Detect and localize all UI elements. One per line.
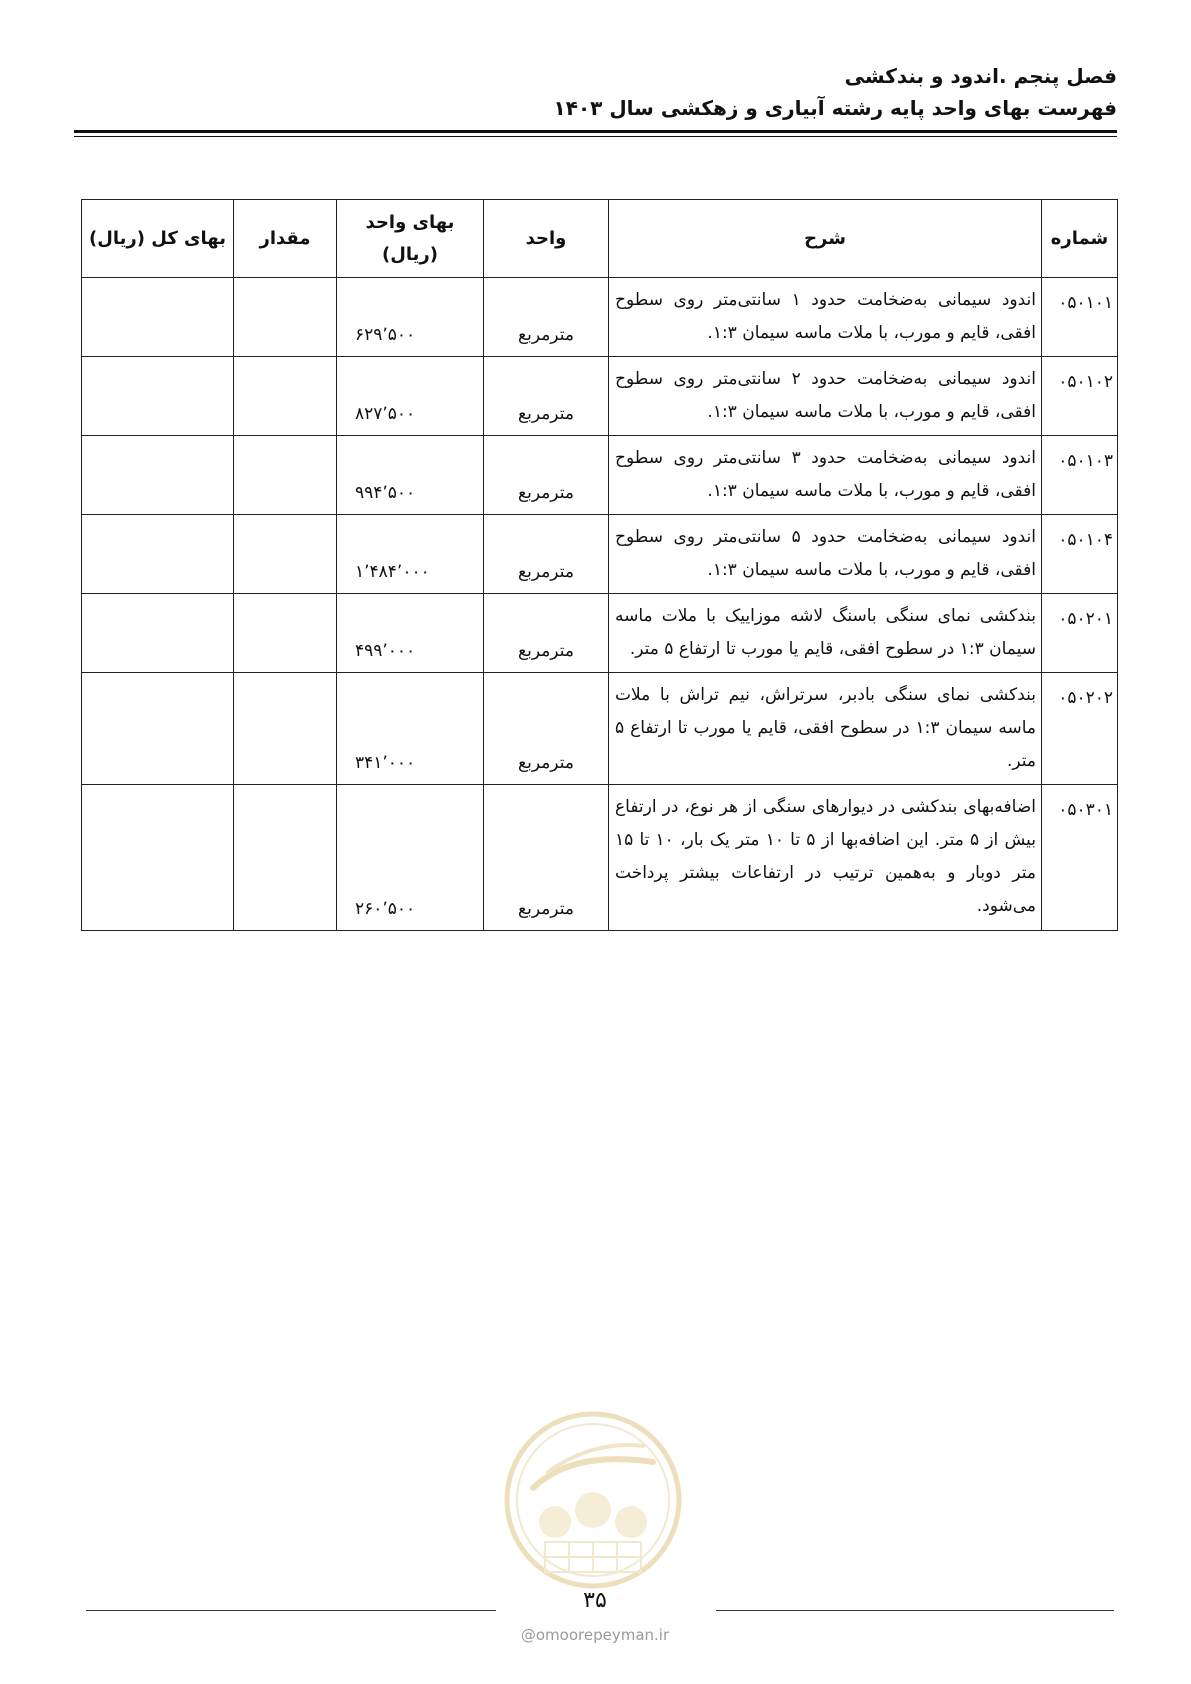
item-unit: مترمربع bbox=[484, 436, 609, 515]
chapter-title: فصل پنجم .اندود و بندکشی bbox=[844, 64, 1117, 88]
table-row bbox=[82, 278, 1118, 357]
item-code: ۰۵۰۱۰۲ bbox=[1042, 357, 1118, 436]
item-quantity bbox=[234, 673, 337, 785]
item-quantity bbox=[234, 436, 337, 515]
item-quantity bbox=[234, 594, 337, 673]
header-unit-price-currency: (ریال) bbox=[382, 243, 438, 265]
item-description: اندود سیمانی به‌ضخامت حدود ۳ سانتی‌متر روی سطوح افقی، قایم و مورب، با ملات ماسه سیمان ۱:۳. bbox=[609, 436, 1042, 515]
table-row bbox=[82, 785, 1118, 931]
item-unit-price: ۲۶۰٬۵۰۰ bbox=[337, 785, 484, 931]
header-unit-price-label: بهای واحد bbox=[365, 211, 455, 233]
header-total: بهای کل (ریال) bbox=[82, 200, 234, 278]
item-unit-price: ۹۹۴٬۵۰۰ bbox=[337, 436, 484, 515]
page-header bbox=[554, 60, 1117, 124]
item-description: بندکشی نمای سنگی باسنگ لاشه موزاییک با ملات ماسه سیمان ۱:۳ در سطوح افقی، قایم یا مورب تا ارتفاع ۵ متر. bbox=[609, 594, 1042, 673]
item-description: اندود سیمانی به‌ضخامت حدود ۵ سانتی‌متر روی سطوح افقی، قایم و مورب، با ملات ماسه سیمان ۱:۳. bbox=[609, 515, 1042, 594]
item-code: ۰۵۰۳۰۱ bbox=[1042, 785, 1118, 931]
table-row bbox=[82, 357, 1118, 436]
item-code: ۰۵۰۲۰۱ bbox=[1042, 594, 1118, 673]
item-quantity bbox=[234, 278, 337, 357]
item-total bbox=[82, 515, 234, 594]
item-total bbox=[82, 436, 234, 515]
item-unit: مترمربع bbox=[484, 357, 609, 436]
footer-rule-right bbox=[716, 1610, 1114, 1611]
header-unit-price bbox=[337, 200, 484, 278]
item-unit-price: ۴۹۹٬۰۰۰ bbox=[337, 594, 484, 673]
item-unit: مترمربع bbox=[484, 594, 609, 673]
item-quantity bbox=[234, 515, 337, 594]
header-unit: واحد bbox=[484, 200, 609, 278]
item-code: ۰۵۰۱۰۱ bbox=[1042, 278, 1118, 357]
item-unit-price: ۱٬۴۸۴٬۰۰۰ bbox=[337, 515, 484, 594]
item-code: ۰۵۰۱۰۴ bbox=[1042, 515, 1118, 594]
item-unit: مترمربع bbox=[484, 785, 609, 931]
table-row bbox=[82, 436, 1118, 515]
item-total bbox=[82, 673, 234, 785]
header-number: شماره bbox=[1042, 200, 1118, 278]
page-number: ۳۵ bbox=[583, 1588, 607, 1613]
item-unit: مترمربع bbox=[484, 673, 609, 785]
watermark-logo bbox=[503, 1410, 683, 1590]
header-description: شرح bbox=[609, 200, 1042, 278]
header-rule-thick bbox=[74, 130, 1117, 133]
item-total bbox=[82, 278, 234, 357]
table-header-row bbox=[82, 200, 1118, 278]
website-watermark: @omoorepeyman.ir bbox=[520, 1626, 670, 1644]
table-row bbox=[82, 515, 1118, 594]
header-quantity: مقدار bbox=[234, 200, 337, 278]
item-code: ۰۵۰۲۰۲ bbox=[1042, 673, 1118, 785]
item-total bbox=[82, 594, 234, 673]
item-unit-price: ۸۲۷٬۵۰۰ bbox=[337, 357, 484, 436]
item-unit-price: ۶۲۹٬۵۰۰ bbox=[337, 278, 484, 357]
item-quantity bbox=[234, 357, 337, 436]
item-description: اندود سیمانی به‌ضخامت حدود ۱ سانتی‌متر روی سطوح افقی، قایم و مورب، با ملات ماسه سیمان ۱:۳. bbox=[609, 278, 1042, 357]
item-unit: مترمربع bbox=[484, 278, 609, 357]
item-total bbox=[82, 357, 234, 436]
header-rule-thin bbox=[74, 136, 1117, 137]
table-row bbox=[82, 673, 1118, 785]
item-description: بندکشی نمای سنگی بادبر، سرتراش، نیم تراش با ملات ماسه سیمان ۱:۳ در سطوح افقی، قایم یا مورب تا ارتفاع ۵ متر. bbox=[609, 673, 1042, 785]
item-total bbox=[82, 785, 234, 931]
item-description: اضافه‌بهای بندکشی در دیوارهای سنگی از هر نوع، در ارتفاع بیش از ۵ متر. این اضافه‌بها از ۵ تا ۱۰ متر یک بار، ۱۰ تا ۱۵ متر دوبار و به‌همین ترتیب در ارتفاعات بیشتر پرداخت می‌شود. bbox=[609, 785, 1042, 931]
table-row bbox=[82, 594, 1118, 673]
item-unit: مترمربع bbox=[484, 515, 609, 594]
item-description: اندود سیمانی به‌ضخامت حدود ۲ سانتی‌متر روی سطوح افقی، قایم و مورب، با ملات ماسه سیمان ۱:۳. bbox=[609, 357, 1042, 436]
document-title: فهرست بهای واحد پایه رشته آبیاری و زهکشی سال ۱۴۰۳ bbox=[553, 96, 1117, 120]
item-unit-price: ۳۴۱٬۰۰۰ bbox=[337, 673, 484, 785]
item-quantity bbox=[234, 785, 337, 931]
price-list-table bbox=[81, 199, 1118, 931]
item-code: ۰۵۰۱۰۳ bbox=[1042, 436, 1118, 515]
footer-rule-left bbox=[86, 1610, 496, 1611]
